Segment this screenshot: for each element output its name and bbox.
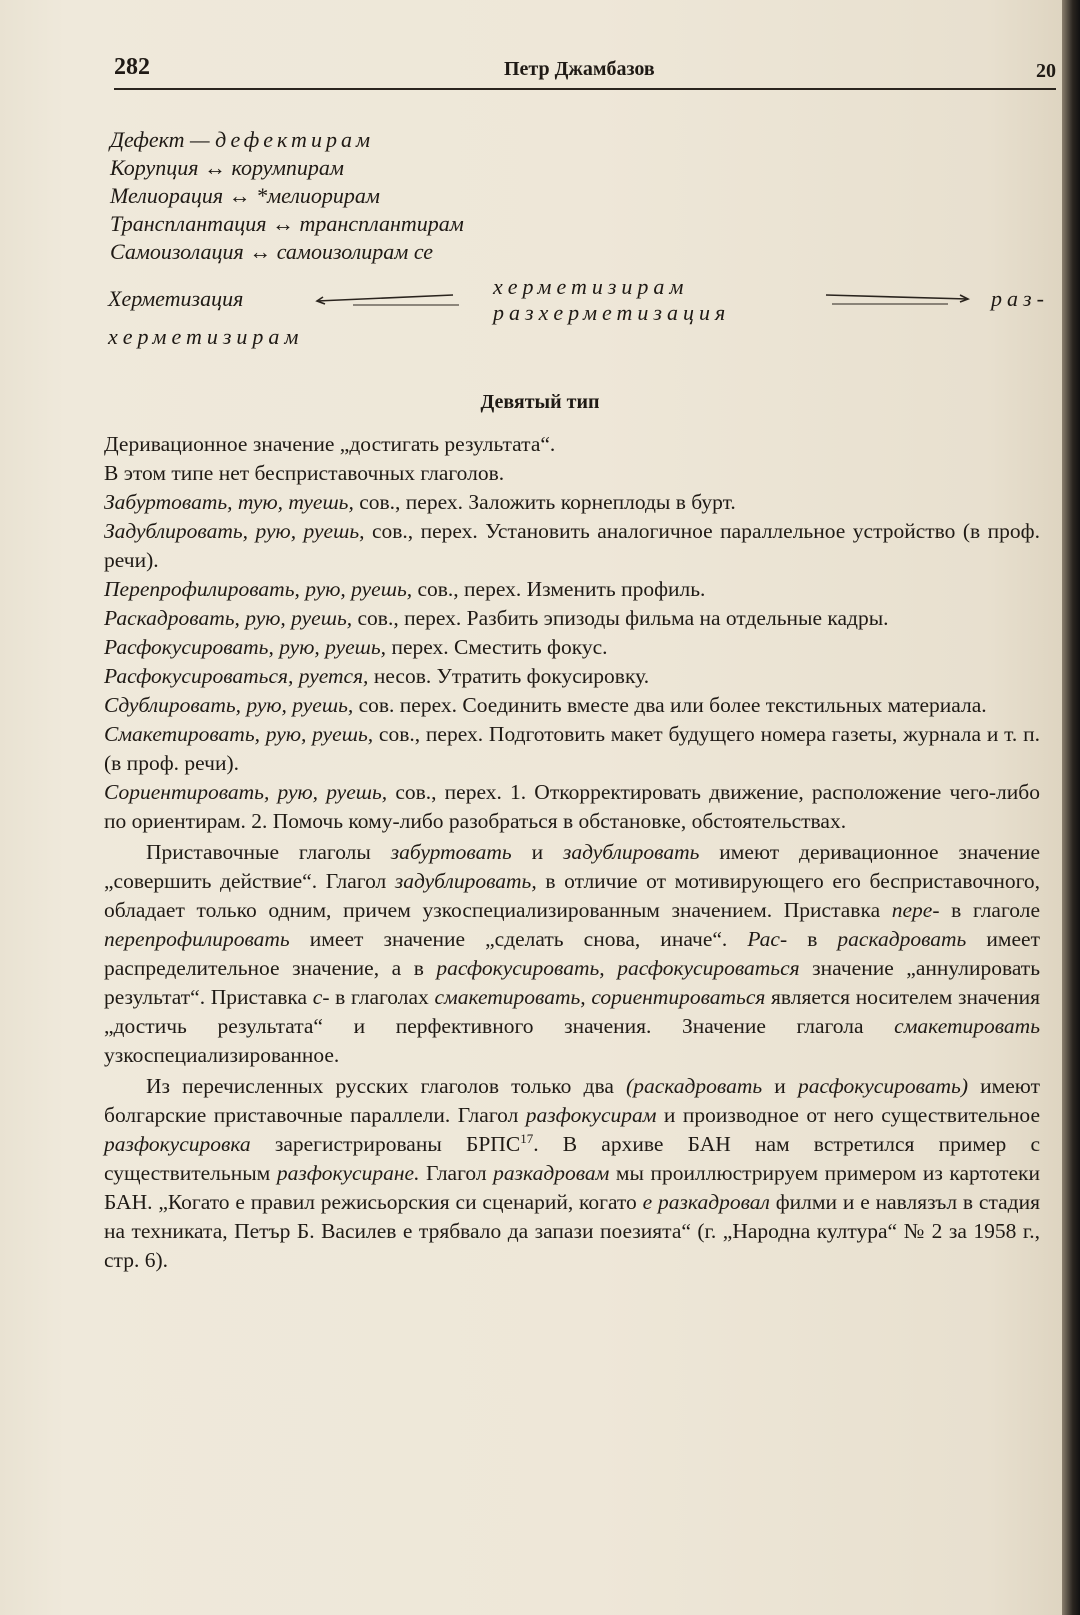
- italic-word: расфокусировать, расфокусироваться: [436, 956, 800, 980]
- dictionary-entry: [104, 459, 1040, 488]
- entry-definition: несов. Утратить фокусировку.: [368, 664, 650, 688]
- term-derived: *мелиорирам: [256, 183, 380, 208]
- entry-headword: Раскадровать, рую, руешь,: [104, 606, 353, 630]
- entry-definition: перех. Сместить фокус.: [386, 635, 608, 659]
- text-run: Глагол: [419, 1161, 494, 1185]
- term-list: [110, 126, 464, 266]
- entry-text: Деривационное значение „достигать результата“.: [104, 432, 556, 456]
- arrow-right-icon: [818, 287, 978, 309]
- scheme-bottom-word: разхерметизация: [493, 300, 731, 325]
- term-row: [110, 154, 464, 182]
- entry-definition: сов., перех. Изменить профиль.: [412, 577, 706, 601]
- entry-definition: сов., перех. 1. Откорректировать движение, расположение чего-либо по ориентирам. 2. Помочь кому-либо разобраться в обстановке, обстоятельствах.: [104, 780, 1040, 833]
- italic-word: е разкадровал: [642, 1190, 770, 1214]
- text-run: Приставочные глаголы: [146, 840, 391, 864]
- text-run: имеют деривационное значение „совершить действие“. Глагол: [104, 840, 1040, 893]
- dictionary-entry: [104, 604, 1040, 633]
- body-text: [104, 430, 1040, 1275]
- italic-word: расфокусировать): [797, 1074, 968, 1098]
- term-word: Трансплантация: [110, 211, 267, 236]
- italic-word: (раскадровать: [626, 1074, 763, 1098]
- text-run: в глаголе: [939, 898, 1040, 922]
- text-run: имеют болгарские приставочные параллели. Глагол: [104, 1074, 1040, 1127]
- term-derived: трансплантирам: [299, 211, 464, 236]
- entry-definition: сов., перех. Разбить эпизоды фильма на отдельные кадры.: [352, 606, 889, 630]
- text-run: в: [787, 927, 838, 951]
- entry-text: В этом типе нет бесприставочных глаголов.: [104, 461, 505, 485]
- term-separator: ↔: [266, 211, 300, 236]
- book-binding-edge: [1062, 0, 1080, 1615]
- italic-word: разфокусиране.: [276, 1161, 420, 1185]
- running-header: [114, 52, 1056, 90]
- term-derived: самоизолирам се: [276, 239, 434, 264]
- text-run: является носителем значения „достичь результата“ и перфективного значения. Значение глагола: [104, 985, 1040, 1038]
- entry-headword: Расфокусировать, рую, руешь,: [104, 635, 387, 659]
- dictionary-entry: [104, 633, 1040, 662]
- term-separator: ↔: [243, 239, 277, 264]
- page-number: 282: [114, 54, 150, 80]
- dictionary-entry: [104, 575, 1040, 604]
- text-run: и: [762, 1074, 798, 1098]
- italic-word: задублировать: [562, 840, 700, 864]
- scheme-continuation-word: херметизирам: [108, 324, 304, 349]
- italic-word: Рас-: [747, 927, 788, 951]
- term-word: Самоизолация: [110, 239, 244, 264]
- italic-word: смакетировать: [894, 1014, 1040, 1038]
- entry-definition: сов., перех. Заложить корнеплоды в бурт.: [353, 490, 736, 514]
- term-row: [110, 126, 464, 154]
- dictionary-entry: [104, 430, 1040, 459]
- term-row: [110, 182, 464, 210]
- italic-word: разкадровам: [493, 1161, 610, 1185]
- next-page-number-fragment: 20: [1036, 60, 1056, 82]
- term-separator: —: [184, 127, 216, 152]
- scheme-source-word: Херметизация: [108, 286, 244, 311]
- footnote-ref: 17: [520, 1130, 534, 1146]
- section-title: Девятый тип: [480, 391, 600, 413]
- term-word: Корупция: [110, 155, 199, 180]
- term-separator: ↔: [198, 155, 232, 180]
- text-run: имеет распределительное значение, а в: [104, 927, 1041, 980]
- arrow-left-icon: [313, 287, 463, 309]
- commentary-paragraphs: [104, 838, 1040, 1275]
- entry-headword: Перепрофилировать, рую, руешь,: [104, 577, 413, 601]
- entry-headword: Задублировать, рую, руешь,: [104, 519, 365, 543]
- text-run: и производное от него существительное: [656, 1103, 1040, 1127]
- italic-word: смакетировать, сориентироваться: [434, 985, 766, 1009]
- italic-word: забуртовать: [390, 840, 512, 864]
- entry-definition: сов., перех. Подготовить макет будущего номера газеты, журнала и т. п. (в проф. речи).: [104, 722, 1040, 775]
- dictionary-entry: [104, 778, 1040, 836]
- text-run: в отличие от мотивирующего его бесприставочного, обладает только одним, причем узкоспециализированным значением. Приставка: [104, 869, 1040, 922]
- entry-headword: Забуртовать, тую, туешь,: [104, 490, 354, 514]
- term-separator: ↔: [223, 183, 257, 208]
- italic-word: пере-: [891, 898, 940, 922]
- entry-headword: Сдублировать, рую, руешь,: [104, 693, 354, 717]
- dictionary-entry: [104, 691, 1040, 720]
- running-head-author: Петр Джамбазов: [504, 58, 655, 80]
- term-derived: дефектирам: [215, 127, 374, 152]
- entry-headword: Расфокусироваться, руется,: [104, 664, 369, 688]
- text-run: Из перечисленных русских глаголов только два: [146, 1074, 627, 1098]
- term-row: [110, 210, 464, 238]
- entry-definition: сов., перех. Установить аналогичное параллельное устройство (в проф. речи).: [104, 519, 1040, 572]
- scheme-top-word: херметизирам: [493, 274, 689, 299]
- dictionary-entry: [104, 517, 1040, 575]
- italic-word: задублировать,: [394, 869, 537, 893]
- term-row: [110, 238, 464, 266]
- italic-word: перепрофилировать: [104, 927, 290, 951]
- text-run: филми и е навлязъл в стадия на техниката, Петър Б. Василев е трябвало да запази поезията“ (г. „Народна култура“ № 2 за 1958 г., стр. 6).: [104, 1190, 1040, 1272]
- commentary-paragraph: [104, 1072, 1040, 1275]
- scheme-right-word: раз-: [991, 286, 1049, 311]
- term-word: Мелиорация: [110, 183, 224, 208]
- text-run: значение „аннулировать результат“. Приставка: [104, 956, 1041, 1009]
- term-word: Дефект: [110, 127, 185, 152]
- italic-word: разфокусировка: [104, 1132, 251, 1156]
- text-run: зарегистрированы БРПС: [250, 1132, 521, 1156]
- text-run: и: [511, 840, 563, 864]
- dictionary-entry: [104, 488, 1040, 517]
- entry-headword: Смакетировать, рую, руешь,: [104, 722, 374, 746]
- commentary-paragraph: [104, 838, 1040, 1070]
- dictionary-entry: [104, 662, 1040, 691]
- italic-word: раскадровать: [837, 927, 967, 951]
- hermetization-derivation-scheme: [108, 274, 1063, 357]
- text-run: . В архиве БАН нам встретился пример с существительным: [104, 1132, 1040, 1185]
- entry-headword: Сориентировать, рую, руешь,: [104, 780, 388, 804]
- italic-word: с-: [312, 985, 330, 1009]
- text-run: в глаголах: [329, 985, 435, 1009]
- entry-definition: сов. перех. Соединить вместе два или более текстильных материала.: [353, 693, 987, 717]
- text-run: мы проиллюстрируем примером из картотеки БАН. „Когато е правил режисьорския си сценарий, когато: [104, 1161, 1040, 1214]
- dictionary-entry: [104, 720, 1040, 778]
- italic-word: разфокусирам: [525, 1103, 657, 1127]
- text-run: узкоспециализированное.: [104, 1043, 340, 1067]
- term-derived: корумпирам: [231, 155, 344, 180]
- text-run: имеет значение „сделать снова, иначе“.: [289, 927, 748, 951]
- dictionary-entries: [104, 430, 1040, 836]
